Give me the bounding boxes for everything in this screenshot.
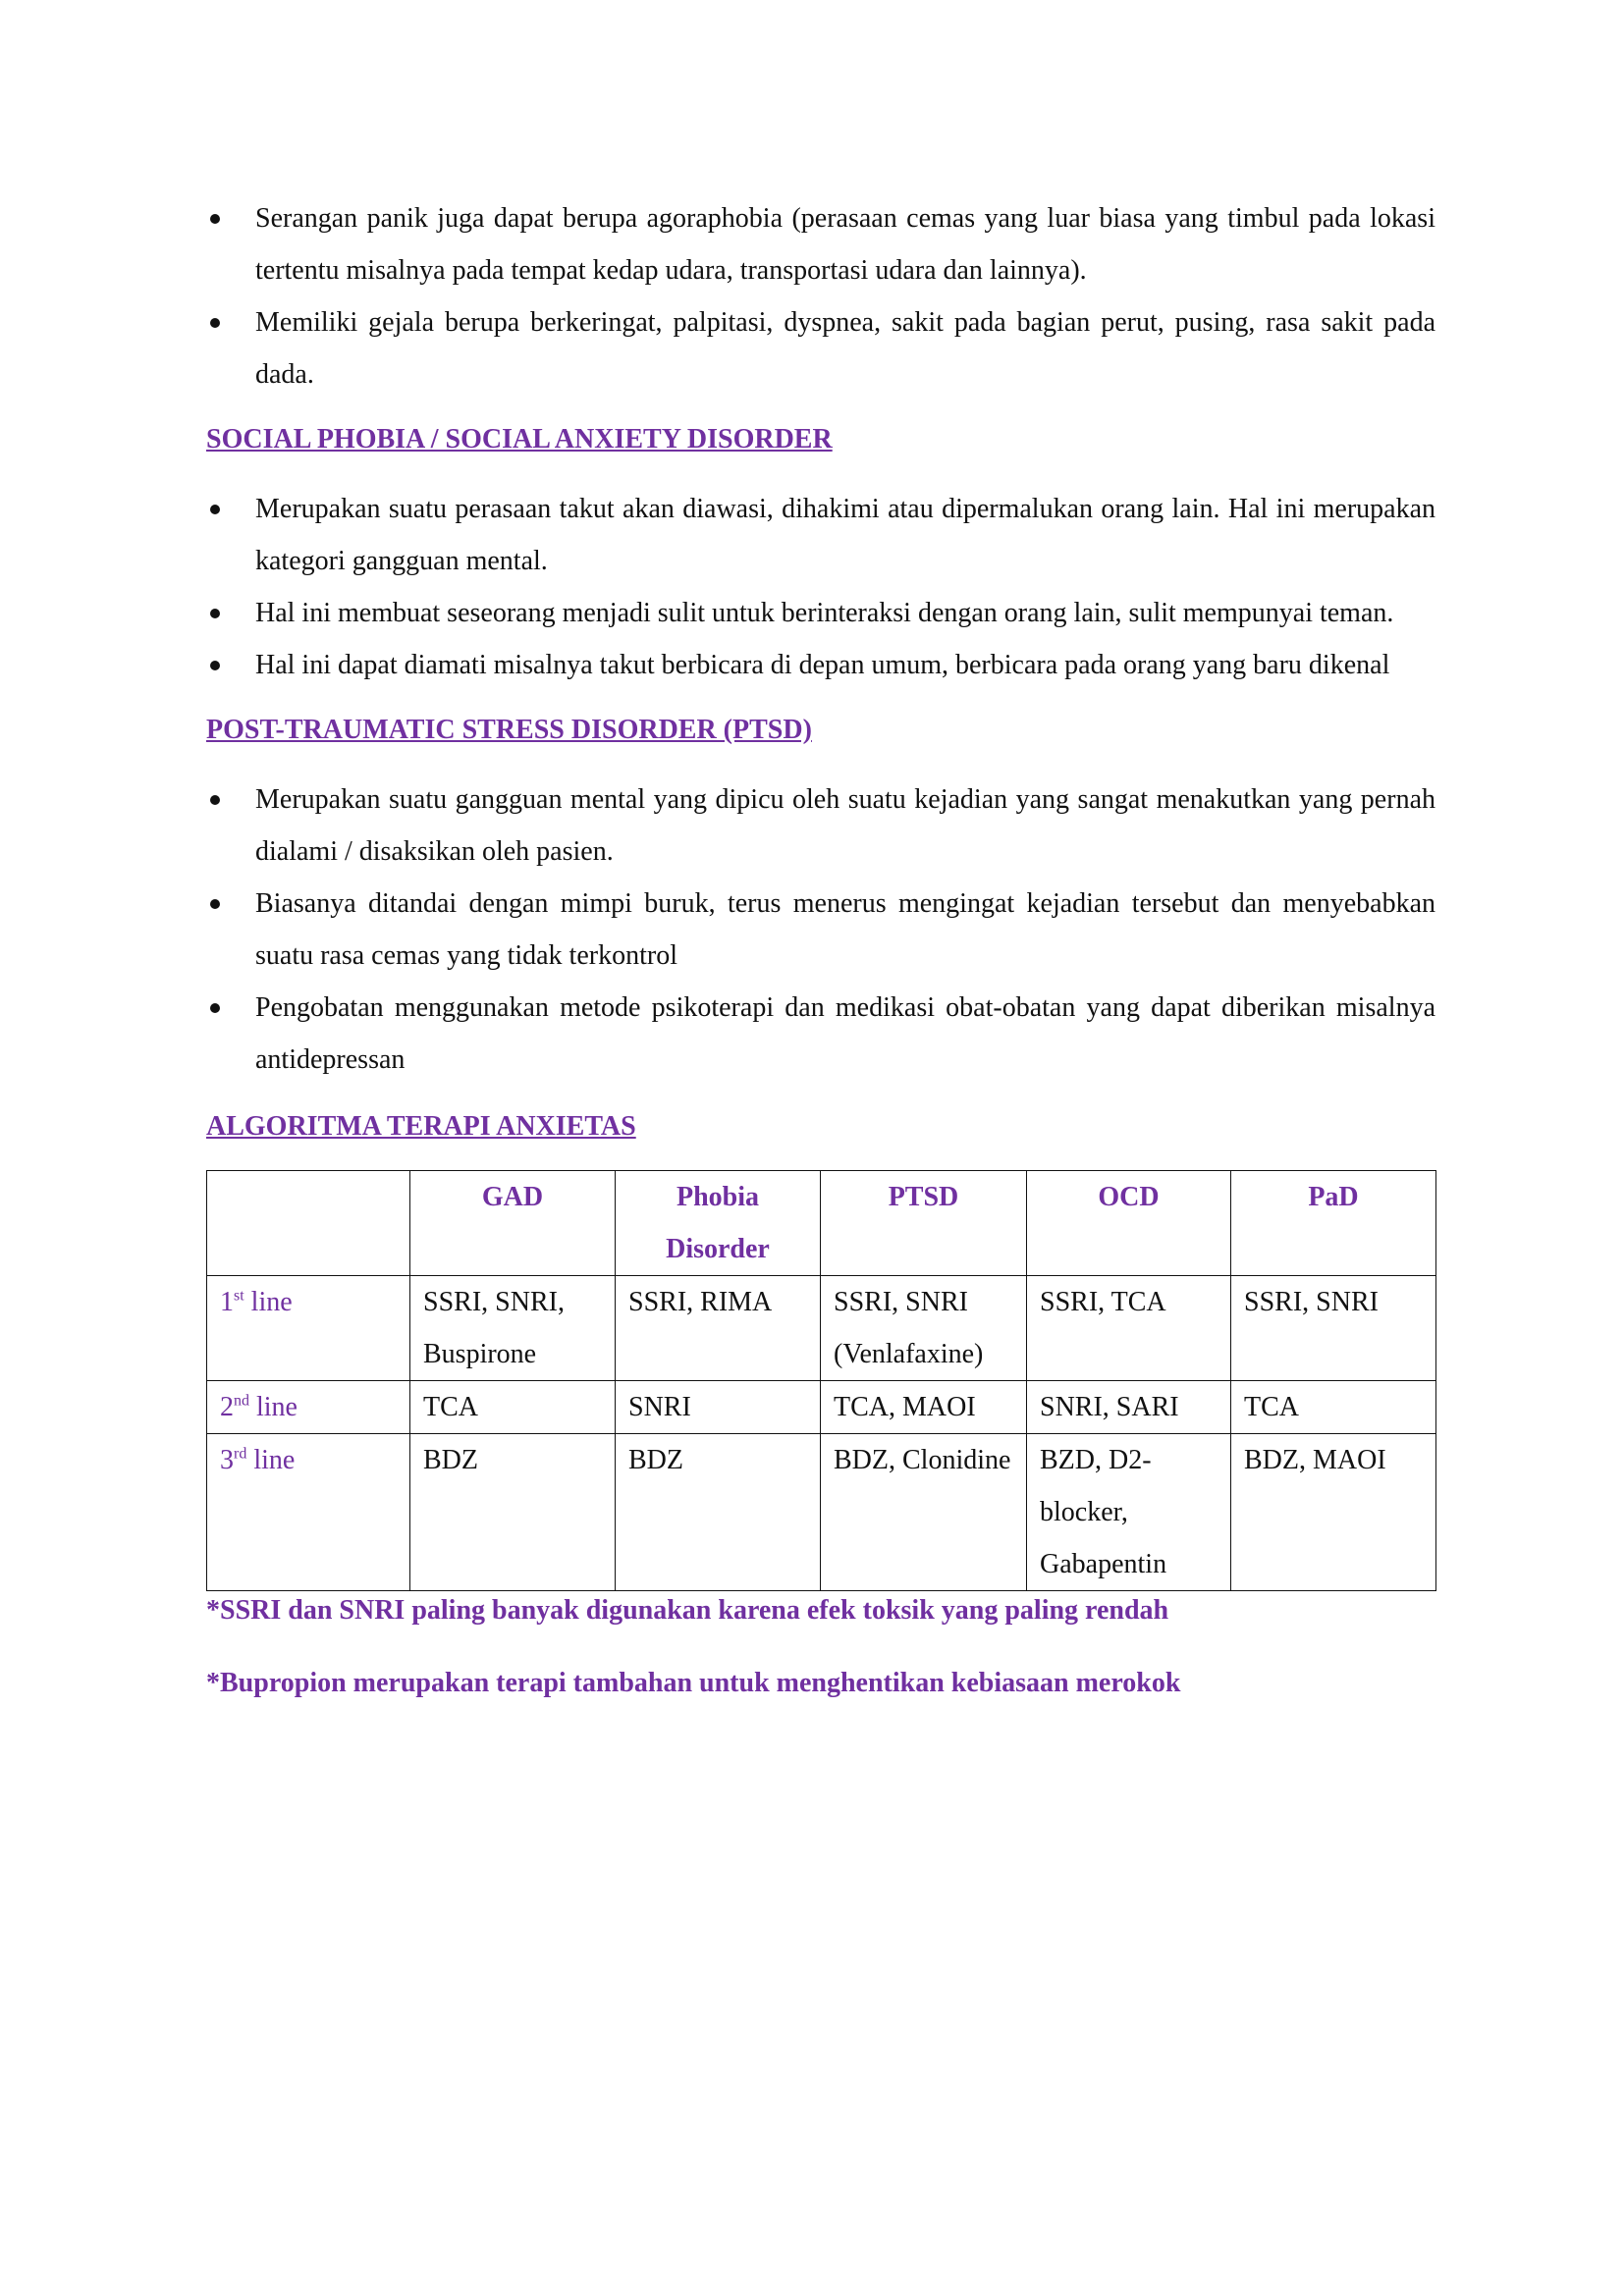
bullet-text: Biasanya ditandai dengan mimpi buruk, terus menerus mengingat kejadian tersebut dan menyebabkan suatu rasa cemas yang tidak terkontrol — [255, 888, 1435, 971]
table-cell: BDZ, MAOI — [1231, 1434, 1436, 1591]
bullet-icon — [210, 318, 220, 328]
table-cell: TCA — [410, 1381, 616, 1434]
bullet-text: Hal ini membuat seseorang menjadi sulit untuk berinteraksi dengan orang lain, sulit mempunyai teman. — [255, 598, 1394, 628]
bullet-text: Merupakan suatu gangguan mental yang dipicu oleh suatu kejadian yang sangat menakutkan yang pernah dialami / disaksikan oleh pasien. — [255, 784, 1435, 867]
bullet-text: Pengobatan menggunakan metode psikoterapi dan medikasi obat-obatan yang dapat diberikan misalnya antidepressan — [255, 992, 1435, 1075]
bullet-text: Serangan panik juga dapat berupa agoraphobia (perasaan cemas yang luar biasa yang timbul pada lokasi tertentu misalnya pada tempat kedap udara, transportasi udara dan lainnya). — [255, 203, 1435, 286]
header-cell-ocd: OCD — [1027, 1171, 1231, 1276]
table-header-row — [207, 1171, 1436, 1276]
table-row — [207, 1276, 1436, 1381]
list-item — [206, 878, 1435, 982]
bullet-icon — [210, 505, 220, 514]
table-cell: SSRI, RIMA — [616, 1276, 821, 1381]
list-item — [206, 639, 1435, 691]
table-cell: BDZ — [410, 1434, 616, 1591]
table-cell: TCA, MAOI — [821, 1381, 1027, 1434]
row-label — [207, 1434, 410, 1591]
table-row — [207, 1381, 1436, 1434]
row-label-number: 3 — [220, 1445, 234, 1475]
list-item — [206, 296, 1435, 400]
row-label-number: 2 — [220, 1392, 234, 1422]
document-page — [206, 192, 1435, 1703]
table-cell: SSRI, SNRI, Buspirone — [410, 1276, 616, 1381]
table-footnote: *SSRI dan SNRI paling banyak digunakan karena efek toksik yang paling rendah — [206, 1595, 1169, 1626]
social-phobia-heading: SOCIAL PHOBIA / SOCIAL ANXIETY DISORDER — [206, 424, 833, 454]
list-item — [206, 774, 1435, 878]
header-cell-ptsd: PTSD — [821, 1171, 1027, 1276]
row-label-text: line — [246, 1445, 296, 1475]
bullet-text: Hal ini dapat diamati misalnya takut berbicara di depan umum, berbicara pada orang yang baru dikenal — [255, 650, 1390, 680]
header-cell-phobia-disorder: Phobia Disorder — [616, 1171, 821, 1276]
row-label-text: line — [244, 1287, 293, 1317]
therapy-algorithm-table — [206, 1170, 1436, 1591]
bullet-text: Memiliki gejala berupa berkeringat, palpitasi, dyspnea, sakit pada bagian perut, pusing, rasa sakit pada dada. — [255, 307, 1435, 390]
header-cell-pad: PaD — [1231, 1171, 1436, 1276]
bullet-icon — [210, 1003, 220, 1013]
table-cell: BDZ — [616, 1434, 821, 1591]
list-item — [206, 192, 1435, 296]
bullet-icon — [210, 661, 220, 670]
table-cell: SSRI, SNRI (Venlafaxine) — [821, 1276, 1027, 1381]
intro-bullet-list — [206, 192, 1435, 400]
table-cell: TCA — [1231, 1381, 1436, 1434]
row-label-number: 1 — [220, 1287, 234, 1317]
row-label — [207, 1276, 410, 1381]
table-footnote: *Bupropion merupakan terapi tambahan untuk menghentikan kebiasaan merokok — [206, 1668, 1181, 1698]
table-cell: SSRI, SNRI — [1231, 1276, 1436, 1381]
algorithm-heading: ALGORITMA TERAPI ANXIETAS — [206, 1111, 636, 1142]
bullet-icon — [210, 609, 220, 618]
row-label-text: line — [249, 1392, 298, 1422]
table-cell: BDZ, Clonidine — [821, 1434, 1027, 1591]
table-row — [207, 1434, 1436, 1591]
bullet-icon — [210, 214, 220, 224]
ptsd-bullet-list — [206, 774, 1435, 1086]
list-item — [206, 982, 1435, 1086]
row-label-suffix: nd — [234, 1392, 249, 1410]
table-cell: BZD, D2-blocker, Gabapentin — [1027, 1434, 1231, 1591]
bullet-text: Merupakan suatu perasaan takut akan diawasi, dihakimi atau dipermalukan orang lain. Hal ini merupakan kategori gangguan mental. — [255, 494, 1435, 576]
table-cell: SSRI, TCA — [1027, 1276, 1231, 1381]
header-cell-empty — [207, 1171, 410, 1276]
bullet-icon — [210, 795, 220, 805]
row-label-suffix: st — [234, 1287, 244, 1305]
list-item — [206, 483, 1435, 587]
ptsd-heading: POST-TRAUMATIC STRESS DISORDER (PTSD) — [206, 715, 812, 745]
header-cell-gad: GAD — [410, 1171, 616, 1276]
row-label — [207, 1381, 410, 1434]
social-phobia-bullet-list — [206, 483, 1435, 691]
list-item — [206, 587, 1435, 639]
table-cell: SNRI — [616, 1381, 821, 1434]
table-cell: SNRI, SARI — [1027, 1381, 1231, 1434]
bullet-icon — [210, 899, 220, 909]
row-label-suffix: rd — [234, 1445, 247, 1463]
